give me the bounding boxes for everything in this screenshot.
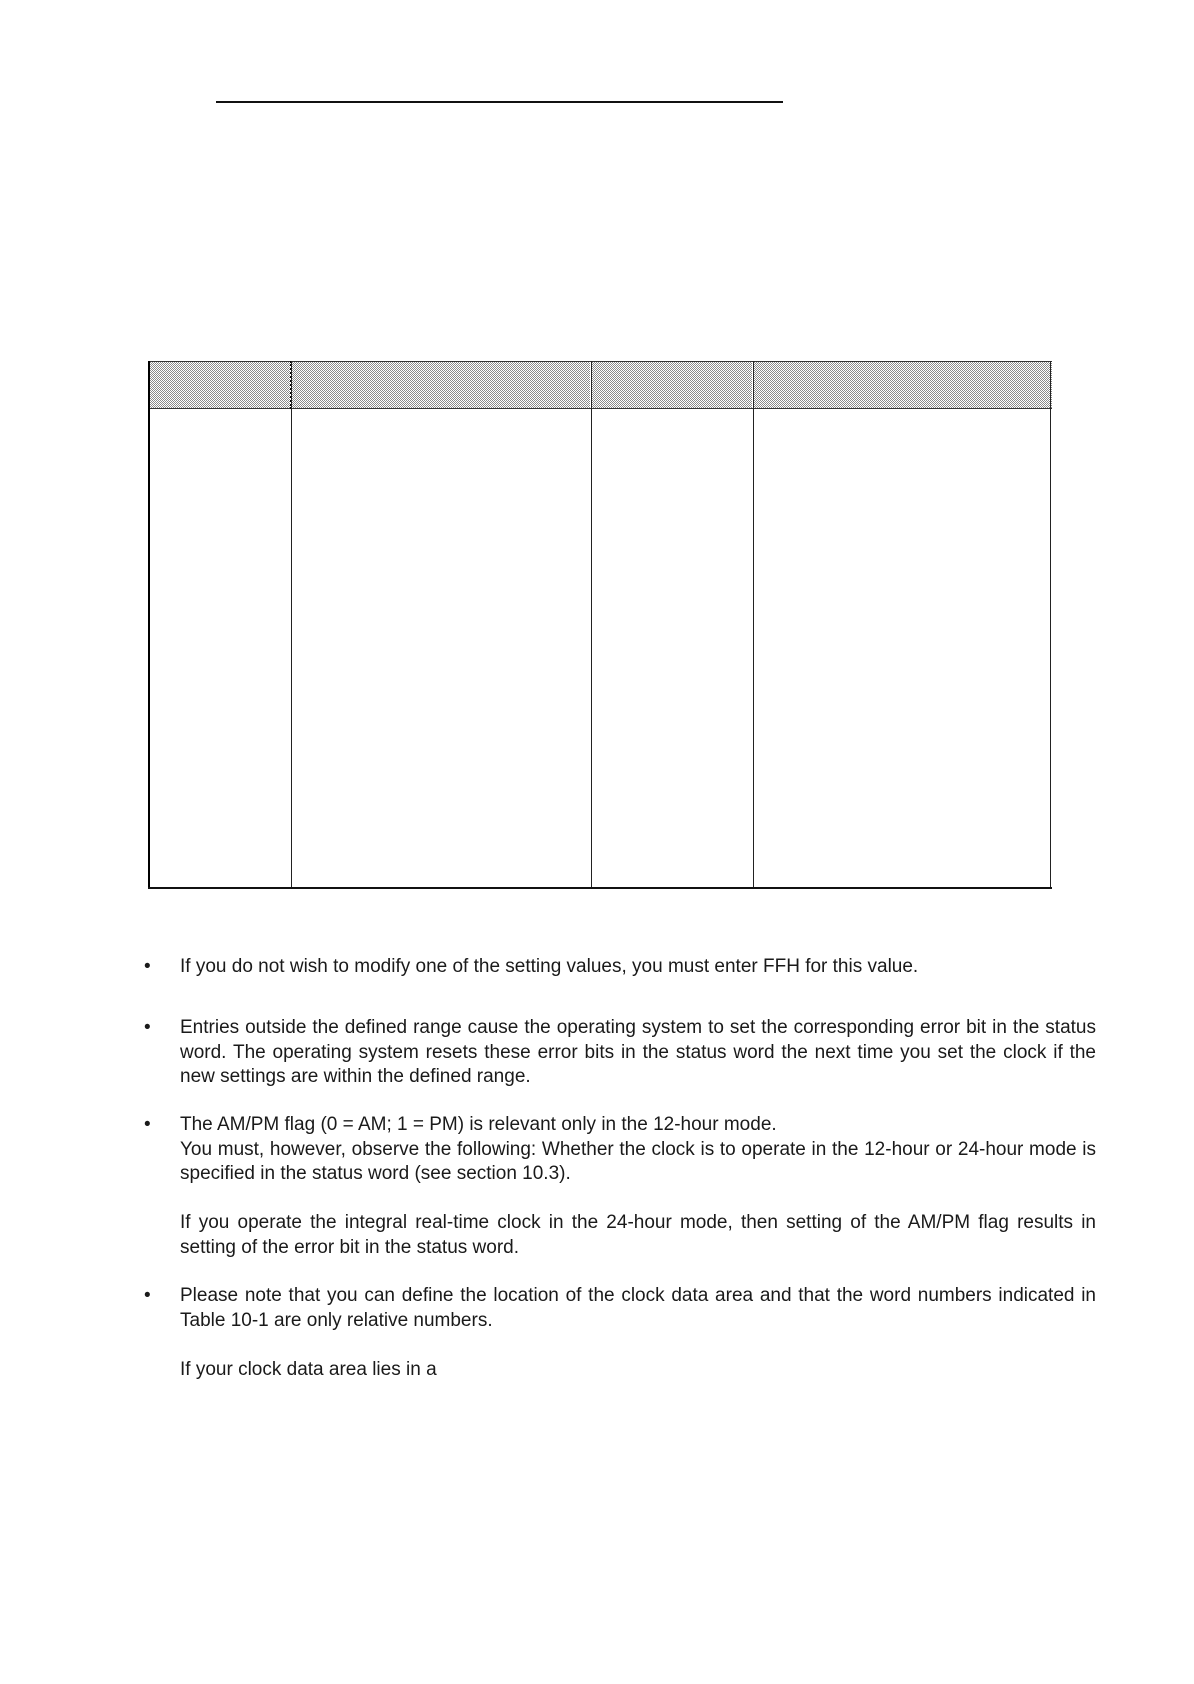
table-column-line (148, 361, 150, 889)
note-text: Please note that you can define the location of the clock data area and that the word numbers indicated in Table 10-1 are only relative numbers. (180, 1285, 1096, 1331)
list-item (144, 1113, 1096, 1261)
table-column-line (591, 361, 592, 889)
note-text: The AM/PM flag (0 = AM; 1 = PM) is relevant only in the 12-hour mode. (180, 1114, 777, 1135)
clock-data-table (148, 361, 1052, 889)
table-column-line (1050, 361, 1051, 889)
table-column-line (291, 361, 292, 889)
bullet: • (144, 956, 151, 977)
note-text: You must, however, observe the following: Whether the clock is to operate in the 12-hour or 24-hour mode is specified in the status word (see section 10.3). (180, 1138, 1096, 1185)
list-item (144, 1016, 1096, 1090)
list-item (144, 955, 1096, 980)
table-column-line (753, 361, 754, 889)
note-text: If you operate the integral real-time clock in the 24-hour mode, then setting of the AM/PM flag results in setting of the error bit in the status word. (180, 1212, 1096, 1258)
bullet: • (144, 1285, 151, 1306)
bullet: • (144, 1114, 151, 1135)
note-text: Entries outside the defined range cause the operating system to set the corresponding error bit in the status word. The operating system resets these error bits in the status word the next time you set the clock if the new settings are within the defined range. (180, 1017, 1096, 1088)
header-rule (216, 101, 783, 103)
table-header-border (148, 361, 1052, 409)
list-item (144, 1284, 1096, 1382)
table-bottom-border (148, 887, 1052, 889)
note-text: If you do not wish to modify one of the setting values, you must enter FFH for this value. (180, 956, 919, 977)
bullet: • (144, 1017, 151, 1038)
note-text: If your clock data area lies in a (180, 1358, 437, 1380)
